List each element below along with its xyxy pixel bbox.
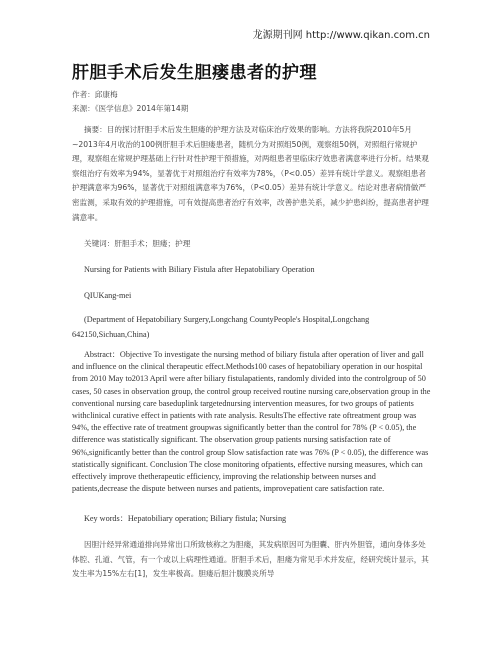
english-author: QIUKang-mei [84, 291, 132, 300]
english-title: Nursing for Patients with Biliary Fistula after Hepatobiliary Operation [84, 265, 315, 274]
abstract-chinese: 摘要：目的探讨肝胆手术后发生胆瘘的护理方法及对临床治疗效果的影响。方法将我院2010年5月~2013年4月收治的100例肝胆手术后胆瘘患者，随机分为对照组50例，观察组50例，对照组行常规护理，观察组在常规护理基础上行针对性护理干预措施，对两组患者里临床疗效患者满意率进行分析。结果观察组治疗有效率为94%，显著优于对照组治疗有效率为78%，（P<0.05）差异有统计学意义。观察组患者护理满意率为96%，显著优于对照组满意率为76%，（P<0.05）差异有统计学意义。结论对患者病情做严密监测，采取有效的护理措施，可有效提高患者治疗有效率，改善护患关系，减少护患纠纷，提高患者护理满意率。 [72, 125, 429, 222]
keywords-english: Key words：Hepatobiliary operation; Biliary fistula; Nursing [84, 514, 287, 523]
body-paragraph: 因胆汁经异常通道排向异常出口所致核称之为胆瘘，其发病原因可为胆囊、肝内外胆管，通向身体多处体腔、孔道、气管，有一个或以上病理性通道。肝胆手术后，胆瘘为常见手术并发症，经研究统计显示，其发生率为15%左右[1]，发生率极高。胆瘘后胆汁腹膜炎所导 [72, 540, 429, 579]
english-affiliation: (Department of Hepatobiliary Surgery,Longchang CountyPeople's Hospital,Longchang 642150,Sichuan,China) [72, 315, 370, 339]
article-title: 肝胆手术后发生胆瘘患者的护理 [72, 63, 317, 83]
source-line: 来源：《医学信息》2014年第14期 [72, 104, 189, 113]
abstract-english: Abstract：Objective To investigate the nursing method of biliary fistula after operation of liver and gall and influence on the clinical therapeutic effect.Methods100 cases of hepatobiliary operation in our hospital from 2010 May to2013 April were after biliary fistulapatients, randomly divided into the controlgroup of 50 cases, 50 cases in observation group, the control group received routine nursing care,observation group in the conventional nursing care baseduplink targetednursing intervention measures, for two groups of patients withclinical curative effect in patients with rate analysis. ResultsThe effective rate oftreatment group was 94%, the effective rate of treatment groupwas significantly better than the control for 78% (P < 0.05), the difference was statistically significant. The observation group patients nursing satisfaction rate of 96%,significantly better than the control group Slow satisfaction rate was 76% (P < 0.05), the difference was statistically significant. Conclusion The close monitoring ofpatients, effective nursing measures, which can effectively improve thetherapeutic efficiency, improving the relationship between nurses and patients,decrease the dispute between nurses and patients, improvepatient care satisfaction rate. [72, 350, 431, 494]
site-header: 龙源期刊网 http://www.qikan.com.cn [252, 30, 430, 41]
keywords-chinese: 关键词：肝胆手术；胆瘘；护理 [84, 239, 191, 248]
author-line: 作者：邱康梅 [72, 90, 118, 99]
